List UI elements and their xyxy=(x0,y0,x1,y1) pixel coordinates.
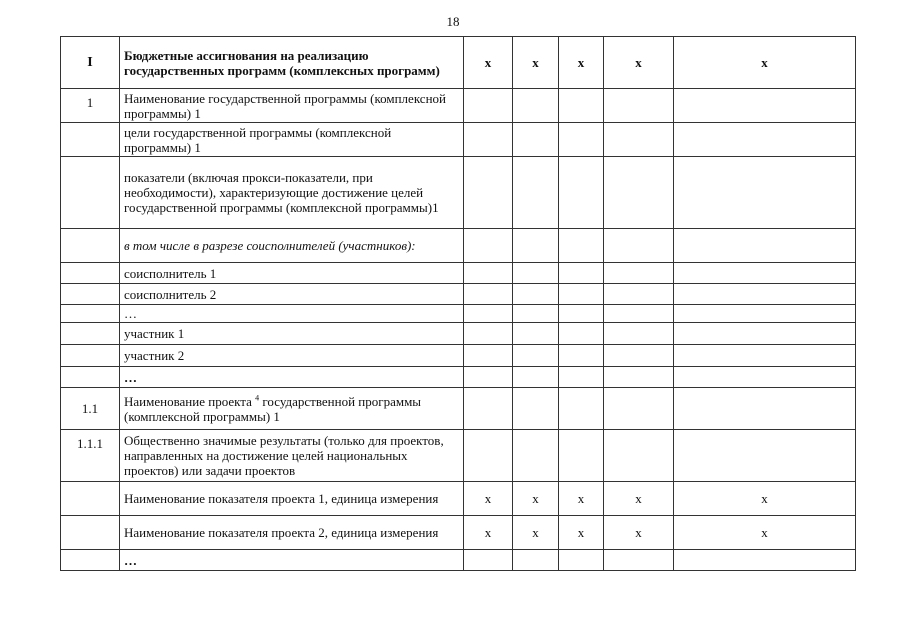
table-row xyxy=(61,123,856,157)
x-mark-cell: x xyxy=(464,516,513,550)
table-row xyxy=(61,367,856,388)
row-label: участник 2 xyxy=(120,345,464,367)
page-number: 18 xyxy=(446,14,460,29)
footnote-mark: 4 xyxy=(255,393,260,403)
table-row xyxy=(61,388,856,430)
x-mark-cell: x xyxy=(559,482,604,516)
table-row xyxy=(61,89,856,123)
row-number: I xyxy=(61,37,120,89)
x-mark-cell: x xyxy=(559,516,604,550)
x-mark-cell: x xyxy=(674,516,856,550)
table-row xyxy=(61,516,856,550)
x-mark-cell: x xyxy=(604,482,674,516)
x-mark-cell: x xyxy=(513,516,559,550)
row-number xyxy=(61,345,120,367)
row-number xyxy=(61,550,120,571)
table-row xyxy=(61,550,856,571)
table-row xyxy=(61,482,856,516)
row-number xyxy=(61,323,120,345)
budget-allocation-table xyxy=(60,36,856,571)
table-row xyxy=(61,345,856,367)
table-row xyxy=(61,323,856,345)
row-label: в том числе в разрезе соисполнителей (участников): xyxy=(120,229,464,263)
x-mark-cell: x xyxy=(559,37,604,89)
table-row xyxy=(61,305,856,323)
row-number xyxy=(61,482,120,516)
row-number: 1.1.1 xyxy=(61,430,120,482)
table-row xyxy=(61,157,856,229)
table-row xyxy=(61,263,856,284)
table-header-row xyxy=(61,37,856,89)
row-label: соисполнитель 1 xyxy=(120,263,464,284)
table-row xyxy=(61,229,856,263)
row-label: … xyxy=(120,550,464,571)
row-label-text: Наименование проекта xyxy=(124,393,256,409)
row-label-text: государственной программы (комплексной программы) 1 xyxy=(124,393,422,424)
x-mark-cell: x xyxy=(513,482,559,516)
row-label: участник 1 xyxy=(120,323,464,345)
row-label: Наименование показателя проекта 1, единица измерения xyxy=(120,482,464,516)
row-label: Наименование государственной программы (комплексной программы) 1 xyxy=(120,89,464,123)
row-number xyxy=(61,263,120,284)
x-mark-cell: x xyxy=(464,37,513,89)
row-number: 1.1 xyxy=(61,388,120,430)
row-number xyxy=(61,305,120,323)
row-number xyxy=(61,284,120,305)
row-number xyxy=(61,157,120,229)
x-mark-cell: x xyxy=(464,482,513,516)
row-label: … xyxy=(120,367,464,388)
x-mark-cell: x xyxy=(674,482,856,516)
row-number xyxy=(61,516,120,550)
row-number xyxy=(61,123,120,157)
row-number xyxy=(61,229,120,263)
x-mark-cell: x xyxy=(604,37,674,89)
row-label: Бюджетные ассигнования на реализацию государственных программ (комплексных программ) xyxy=(120,37,464,89)
row-label: показатели (включая прокси-показатели, при необходимости), характеризующие достижение целей государственной программы (комплексной программы)1 xyxy=(120,157,464,229)
row-label xyxy=(120,388,464,430)
row-label: цели государственной программы (комплексной программы) 1 xyxy=(120,123,464,157)
row-label: соисполнитель 2 xyxy=(120,284,464,305)
row-number xyxy=(61,367,120,388)
row-label: … xyxy=(120,305,464,323)
table-row xyxy=(61,284,856,305)
x-mark-cell: x xyxy=(513,37,559,89)
row-label: Наименование показателя проекта 2, единица измерения xyxy=(120,516,464,550)
x-mark-cell: x xyxy=(604,516,674,550)
table-row xyxy=(61,430,856,482)
row-number: 1 xyxy=(61,89,120,123)
x-mark-cell: x xyxy=(674,37,856,89)
row-label: Общественно значимые результаты (только для проектов, направленных на достижение целей национальных проектов) или задачи проектов xyxy=(120,430,464,482)
